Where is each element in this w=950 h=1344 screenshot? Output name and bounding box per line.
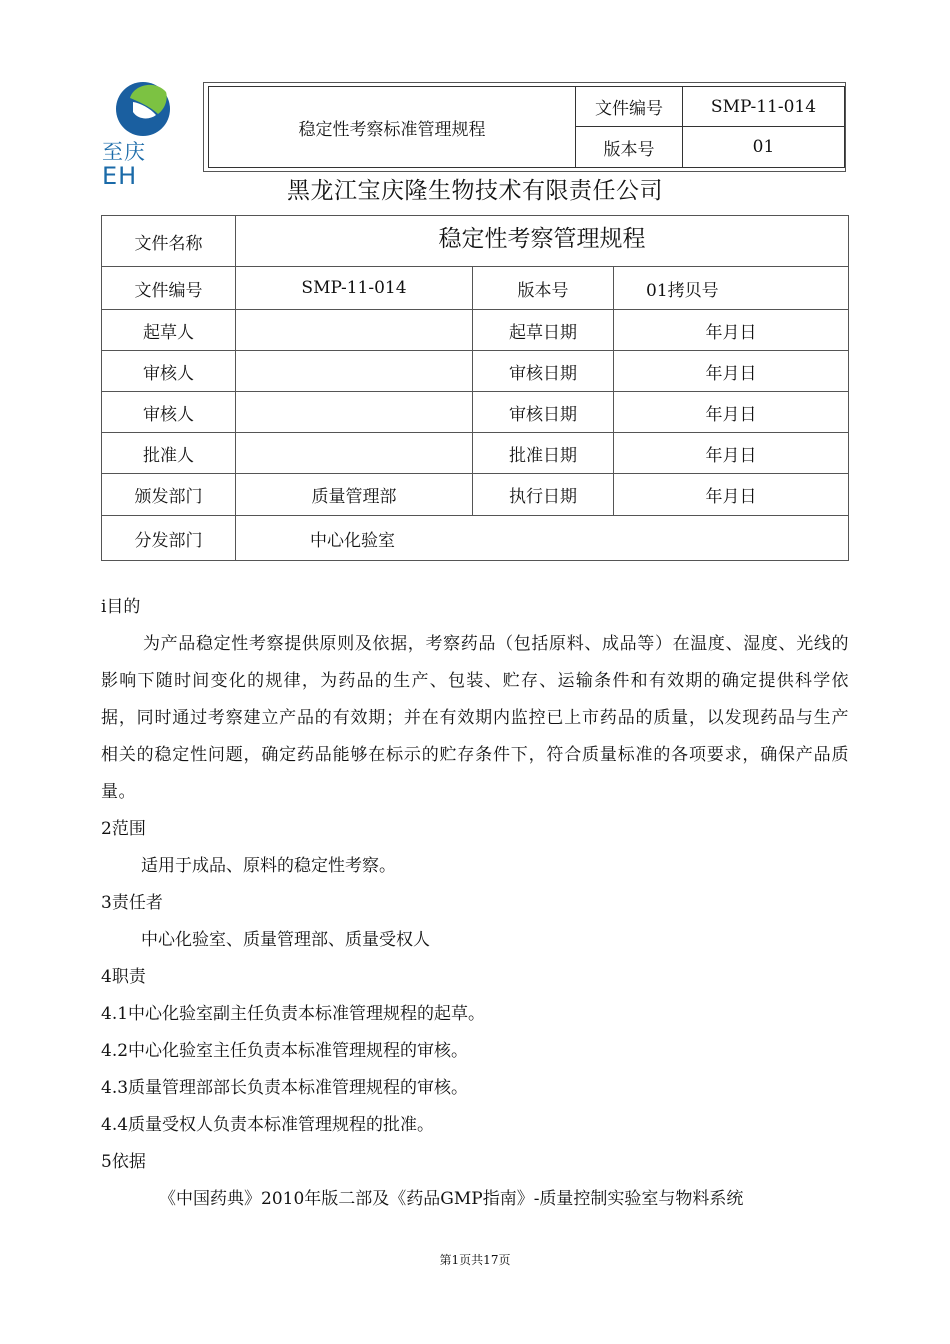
section-1-title: i目的 <box>101 597 141 617</box>
list-item: 4.2中心化验室主任负责本标准管理规程的审核。 <box>101 1041 469 1061</box>
name-value: 稳定性考察管理规程 <box>236 216 849 267</box>
doc-no-label: 文件编号 <box>102 267 236 310</box>
page-footer: 第1页共17页 <box>439 1253 511 1267</box>
table-row <box>102 474 849 516</box>
table-row <box>102 433 849 474</box>
section-4-title: 4职责 <box>101 967 146 987</box>
info-table <box>101 215 849 561</box>
section-2-title: 2范围 <box>101 819 146 839</box>
row-label: 审核人 <box>102 392 236 433</box>
section-2-paragraph: 适用于成品、原料的稳定性考察。 <box>141 856 396 876</box>
document-body <box>101 589 849 1218</box>
section-5-paragraph: 《中国药典》2010年版二部及《药品GMP指南》-质量控制实验室与物料系统 <box>159 1189 744 1209</box>
row-date-label: 起草日期 <box>473 310 614 351</box>
row-date-label: 执行日期 <box>473 474 614 516</box>
row-label: 审核人 <box>102 351 236 392</box>
row-value <box>236 351 473 392</box>
row-date-value: 年月日 <box>614 351 849 392</box>
header-doc-no-value: SMP-11-014 <box>683 87 845 127</box>
section-3-paragraph: 中心化验室、质量管理部、质量受权人 <box>141 930 430 950</box>
row-date-value: 年月日 <box>614 310 849 351</box>
header-doc-no-label: 文件编号 <box>576 87 683 127</box>
header-title: 稳定性考察标准管理规程 <box>209 87 576 168</box>
list-item: 4.3质量管理部部长负责本标准管理规程的审核。 <box>101 1078 469 1098</box>
list-item: 4.1中心化验室副主任负责本标准管理规程的起草。 <box>101 1004 486 1024</box>
row-date-label: 批准日期 <box>473 433 614 474</box>
section-5-title: 5依据 <box>101 1152 146 1172</box>
section-1-paragraph: 为产品稳定性考察提供原则及依据，考察药品（包括原料、成品等）在温度、湿度、光线的影响下随时间变化的规律，为药品的生产、包装、贮存、运输条件和有效期的确定提供科学依据，同时通过考察建立产品的有效期；并在有效期内监控已上市药品的质量，以发现药品与生产相关的稳定性问题，确定药品能够在标示的贮存条件下，符合质量标准的各项要求，确保产品质量。 <box>101 634 849 802</box>
row-value <box>236 392 473 433</box>
row-date-label: 审核日期 <box>473 392 614 433</box>
row-label: 批准人 <box>102 433 236 474</box>
row-date-label: 审核日期 <box>473 351 614 392</box>
version-value: 01拷贝号 <box>614 267 849 310</box>
header-table <box>208 86 845 168</box>
table-row <box>102 351 849 392</box>
dist-value: 中心化验室 <box>236 516 849 561</box>
row-date-value: 年月日 <box>614 433 849 474</box>
row-label: 颁发部门 <box>102 474 236 516</box>
table-row <box>102 392 849 433</box>
row-date-value: 年月日 <box>614 474 849 516</box>
header-version-value: 01 <box>683 127 845 168</box>
row-date-value: 年月日 <box>614 392 849 433</box>
section-3-title: 3责任者 <box>101 893 163 913</box>
name-label: 文件名称 <box>102 216 236 267</box>
header-version-label: 版本号 <box>576 127 683 168</box>
row-label: 起草人 <box>102 310 236 351</box>
company-name: 黑龙江宝庆隆生物技术有限责任公司 <box>287 178 663 204</box>
logo-text-cn: 至庆 <box>102 140 146 164</box>
version-label: 版本号 <box>473 267 614 310</box>
row-value <box>236 310 473 351</box>
row-value <box>236 433 473 474</box>
dist-label: 分发部门 <box>102 516 236 561</box>
list-item: 4.4质量受权人负责本标准管理规程的批准。 <box>101 1115 435 1135</box>
doc-no-value: SMP-11-014 <box>236 267 473 310</box>
logo-text-en: EH <box>102 162 138 190</box>
table-row <box>102 310 849 351</box>
row-value: 质量管理部 <box>236 474 473 516</box>
